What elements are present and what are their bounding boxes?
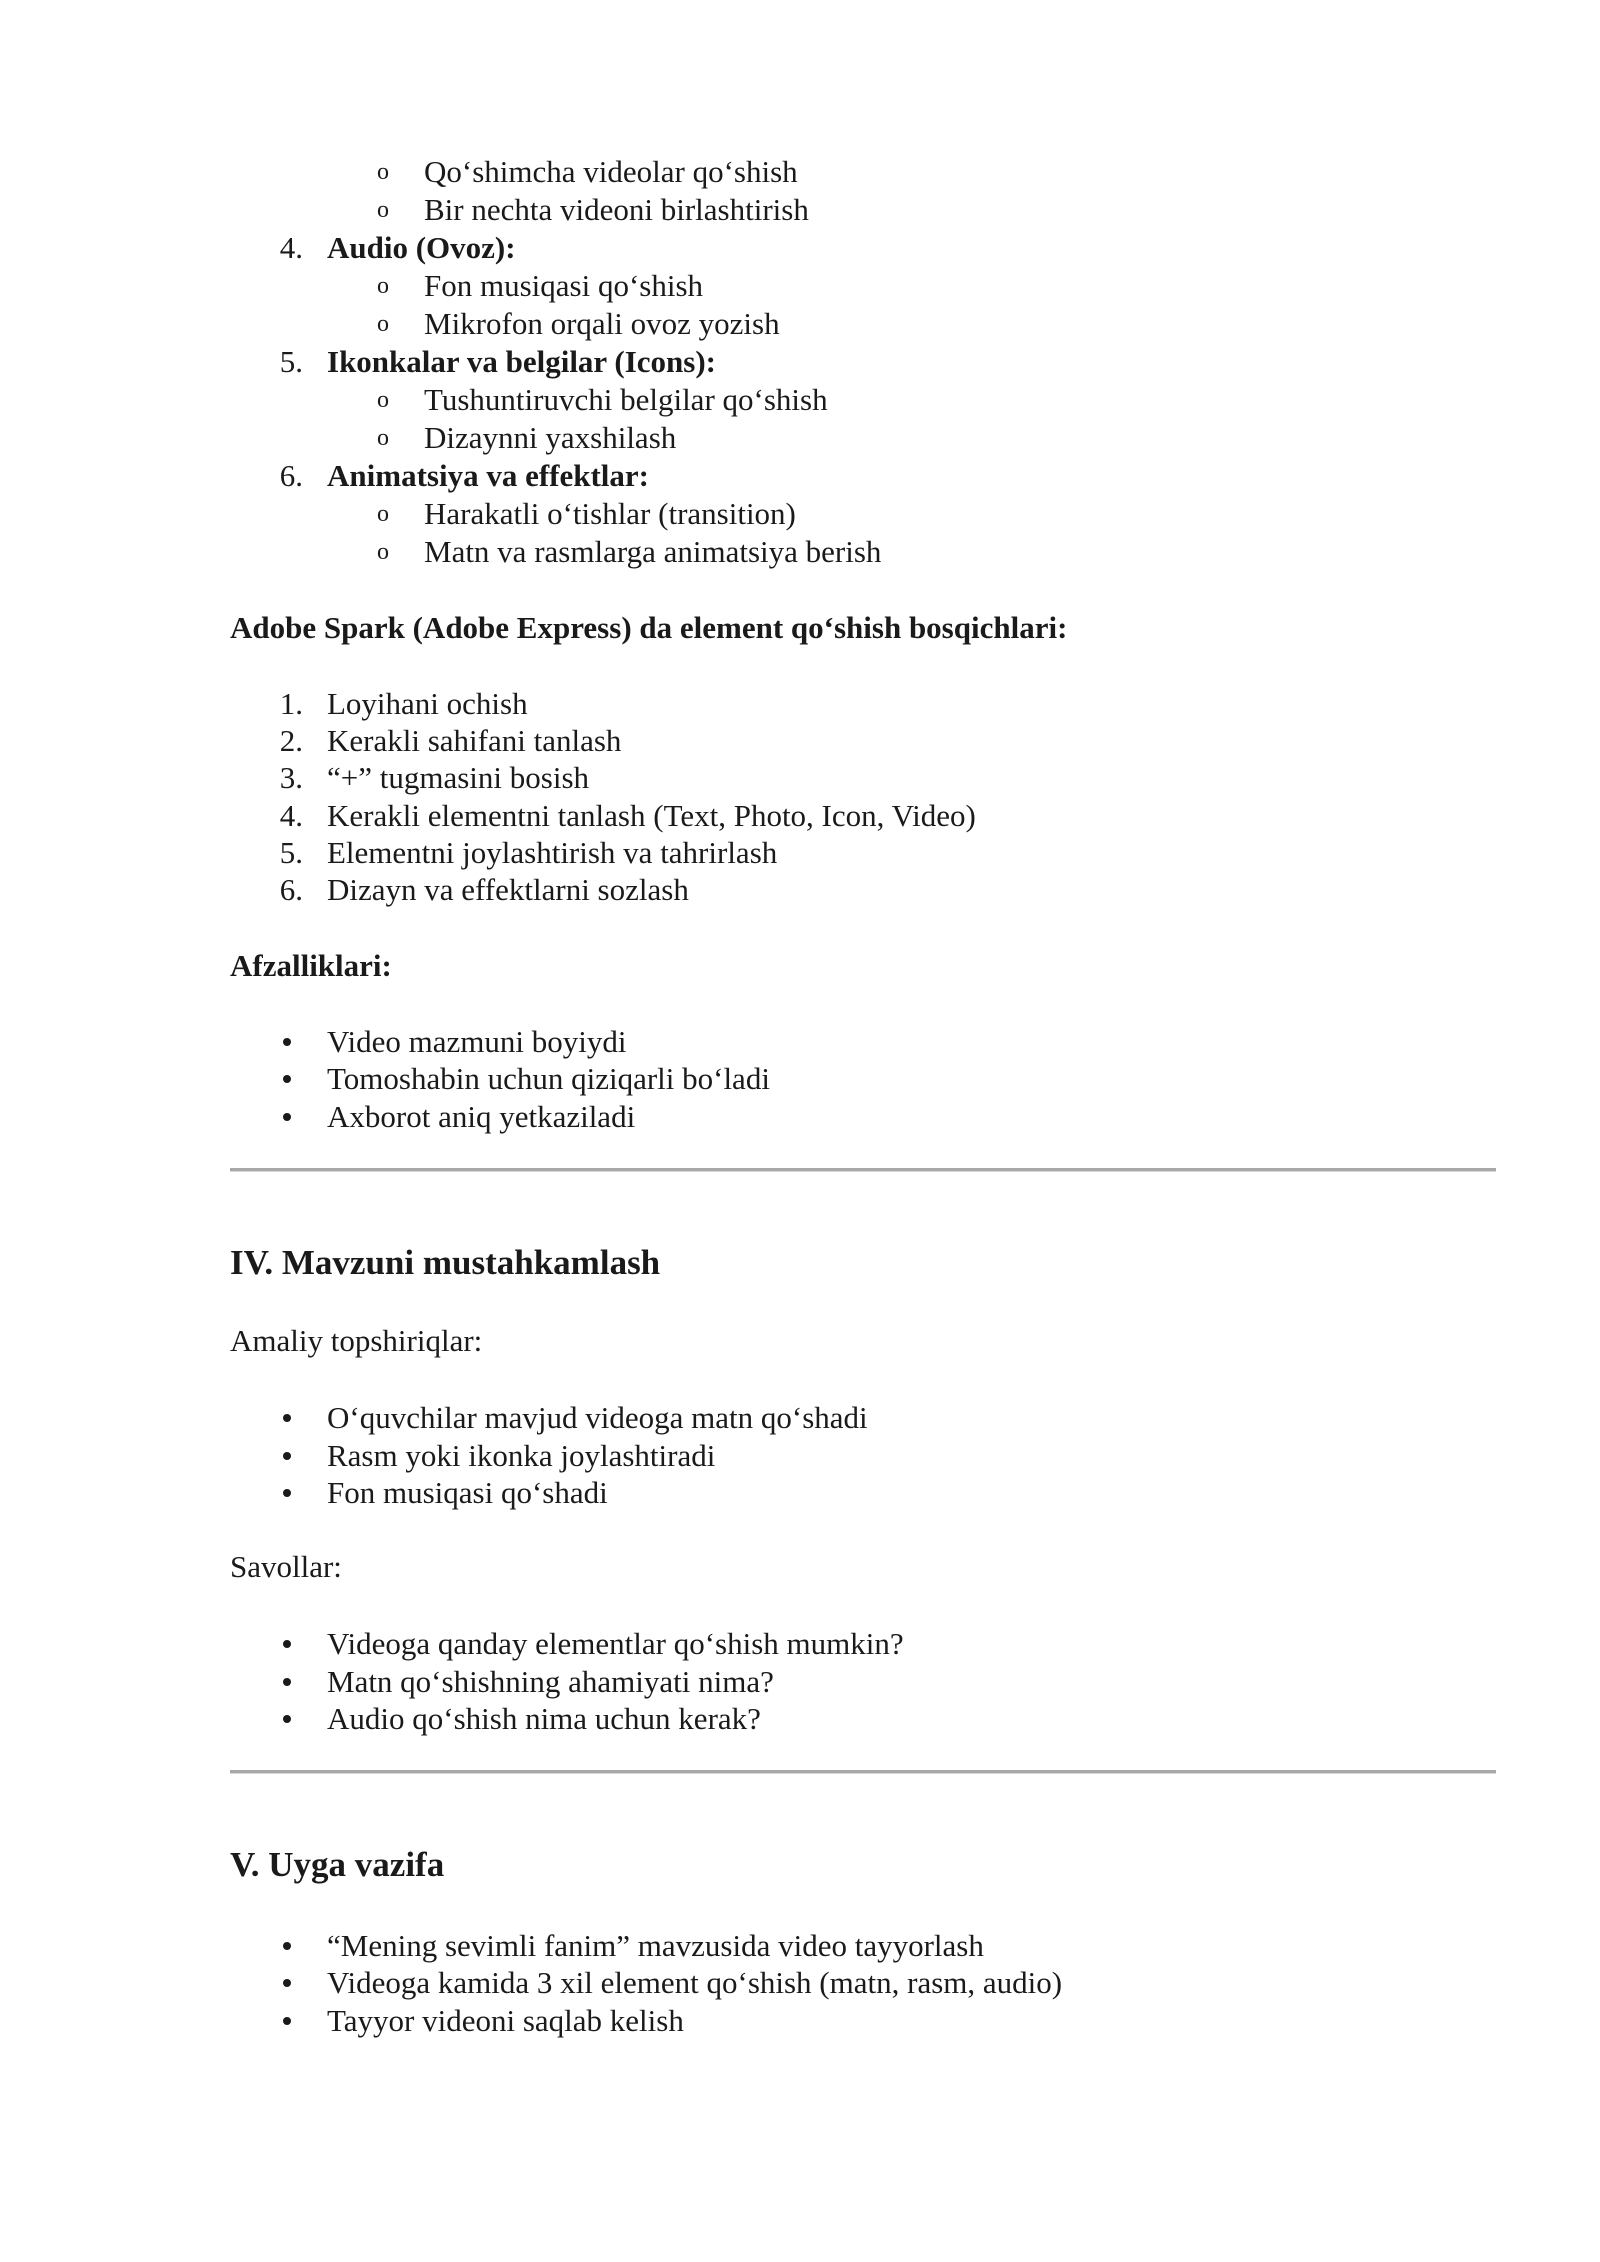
section-title: V. Uyga vazifa bbox=[230, 1845, 445, 1884]
sub-list-item: Tushuntiruvchi belgilar qo‘shish bbox=[424, 382, 828, 417]
list-item: Axborot aniq yetkaziladi bbox=[327, 1099, 636, 1134]
bullet-icon bbox=[283, 1489, 291, 1497]
list-item: Tayyor videoni saqlab kelish bbox=[327, 2003, 684, 2038]
list-item: O‘quvchilar mavjud videoga matn qo‘shadi bbox=[327, 1400, 868, 1435]
list-item-title: Audio (Ovoz): bbox=[327, 230, 516, 265]
list-item: Videoga kamida 3 xil element qo‘shish (matn, rasm, audio) bbox=[327, 1965, 1063, 2000]
sub-bullet-marker: o bbox=[377, 387, 389, 413]
bullet-icon bbox=[283, 1640, 291, 1648]
sub-list-item: Matn va rasmlarga animatsiya berish bbox=[424, 534, 882, 569]
list-item: Audio qo‘shish nima uchun kerak? bbox=[327, 1701, 761, 1736]
bullet-icon bbox=[283, 1038, 291, 1046]
list-number: 5. bbox=[279, 344, 303, 379]
bullet-icon bbox=[283, 2017, 291, 2025]
sub-list-item: Harakatli o‘tishlar (transition) bbox=[424, 496, 796, 531]
bullet-icon bbox=[283, 1715, 291, 1723]
sub-bullet-marker: o bbox=[377, 159, 389, 185]
sub-list-item: Dizaynni yaxshilash bbox=[424, 420, 677, 455]
list-number: 2. bbox=[279, 723, 303, 758]
bullet-icon bbox=[283, 1942, 291, 1950]
list-item: “Mening sevimli fanim” mavzusida video tayyorlash bbox=[327, 1928, 984, 1963]
horizontal-rule bbox=[230, 1168, 1496, 1172]
sub-list-item: Qo‘shimcha videolar qo‘shish bbox=[424, 154, 798, 189]
list-item: Videoga qanday elementlar qo‘shish mumkin? bbox=[327, 1626, 904, 1661]
sub-bullet-marker: o bbox=[377, 539, 389, 565]
list-item: “+” tugmasini bosish bbox=[327, 760, 590, 795]
list-item: Loyihani ochish bbox=[327, 686, 528, 721]
list-number: 1. bbox=[279, 686, 303, 721]
sub-bullet-marker: o bbox=[377, 501, 389, 527]
bullet-icon bbox=[283, 1075, 291, 1083]
bullet-icon bbox=[283, 1452, 291, 1460]
paragraph-label: Savollar: bbox=[230, 1549, 342, 1584]
list-item: Tomoshabin uchun qiziqarli bo‘ladi bbox=[327, 1061, 770, 1096]
list-number: 3. bbox=[279, 760, 303, 795]
steps-heading: Adobe Spark (Adobe Express) da element qo‘shish bosqichlari: bbox=[230, 610, 1068, 645]
bullet-icon bbox=[283, 1678, 291, 1686]
list-number: 4. bbox=[279, 230, 303, 265]
list-item: Kerakli elementni tanlash (Text, Photo, Icon, Video) bbox=[327, 798, 976, 833]
sub-bullet-marker: o bbox=[377, 197, 389, 223]
list-item: Elementni joylashtirish va tahrirlash bbox=[327, 835, 778, 870]
list-number: 5. bbox=[279, 835, 303, 870]
paragraph-label: Amaliy topshiriqlar: bbox=[230, 1323, 483, 1358]
section-title: IV. Mavzuni mustahkamlash bbox=[230, 1243, 661, 1282]
list-item: Video mazmuni boyiydi bbox=[327, 1024, 627, 1059]
list-number: 6. bbox=[279, 458, 303, 493]
list-item: Kerakli sahifani tanlash bbox=[327, 723, 622, 758]
sub-list-item: Bir nechta videoni birlashtirish bbox=[424, 192, 809, 227]
sub-bullet-marker: o bbox=[377, 311, 389, 337]
sub-bullet-marker: o bbox=[377, 273, 389, 299]
list-number: 6. bbox=[279, 872, 303, 907]
list-item: Matn qo‘shishning ahamiyati nima? bbox=[327, 1664, 774, 1699]
sub-bullet-marker: o bbox=[377, 425, 389, 451]
list-item-title: Ikonkalar va belgilar (Icons): bbox=[327, 344, 716, 379]
list-item: Fon musiqasi qo‘shadi bbox=[327, 1475, 608, 1510]
list-number: 4. bbox=[279, 798, 303, 833]
bullet-icon bbox=[283, 1979, 291, 1987]
sub-list-item: Fon musiqasi qo‘shish bbox=[424, 268, 704, 303]
list-item: Dizayn va effektlarni sozlash bbox=[327, 872, 689, 907]
advantages-heading: Afzalliklari: bbox=[230, 948, 392, 983]
list-item: Rasm yoki ikonka joylashtiradi bbox=[327, 1438, 716, 1473]
bullet-icon bbox=[283, 1414, 291, 1422]
sub-list-item: Mikrofon orqali ovoz yozish bbox=[424, 306, 780, 341]
bullet-icon bbox=[283, 1113, 291, 1121]
horizontal-rule bbox=[230, 1770, 1496, 1774]
list-item-title: Animatsiya va effektlar: bbox=[327, 458, 649, 493]
